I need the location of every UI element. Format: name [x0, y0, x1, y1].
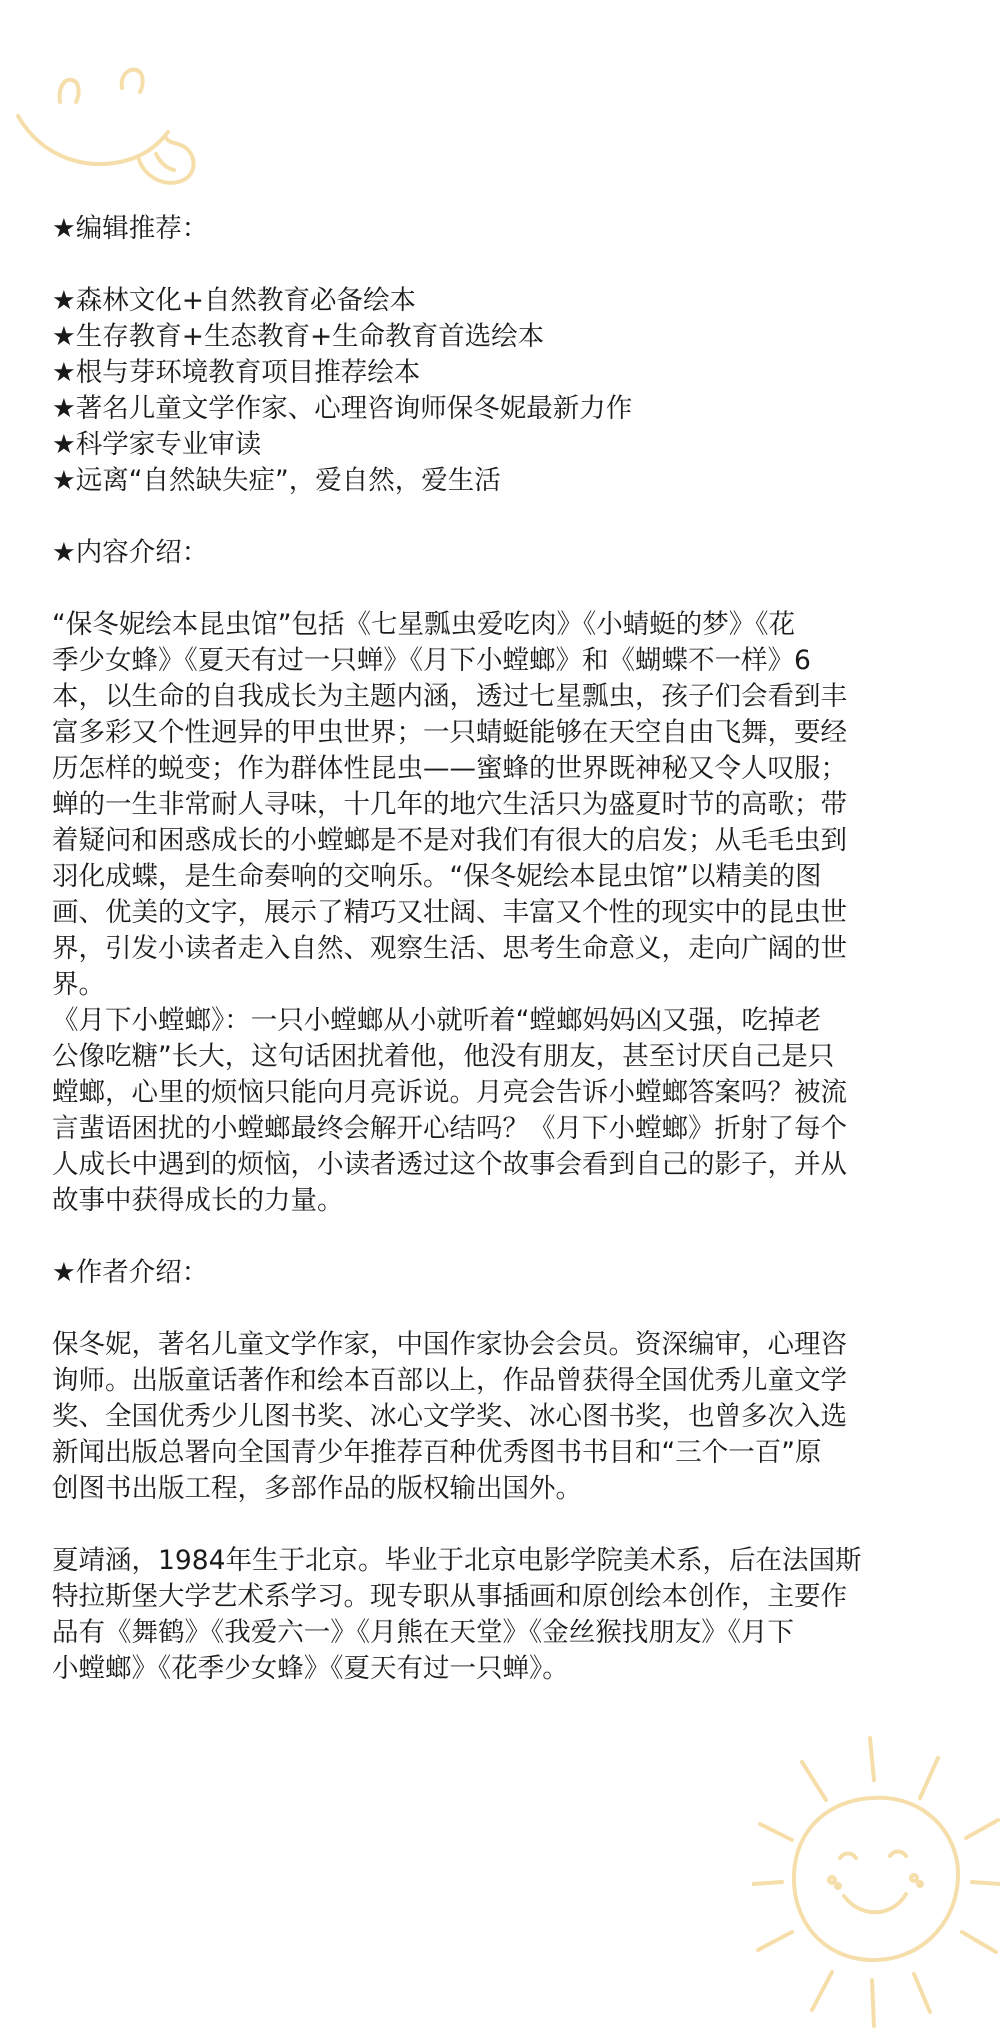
paragraph-line: 螳螂，心里的烦恼只能向月亮诉说。月亮会告诉小螳螂答案吗？被流	[52, 1077, 847, 1108]
paragraph-line: 本，以生命的自我成长为主题内涵，透过七星瓢虫，孩子们会看到丰	[52, 681, 847, 712]
paragraph-line: 蝉的一生非常耐人寻味，十几年的地穴生活只为盛夏时节的高歌；带	[52, 789, 847, 820]
paragraph-line: 保冬妮，著名儿童文学作家，中国作家协会会员。资深编审，心理咨	[52, 1329, 847, 1360]
paragraph-line: 界，引发小读者走入自然、观察生活、思考生命意义，走向广阔的世	[52, 933, 847, 964]
paragraph-line: 奖、全国优秀少儿图书奖、冰心文学奖、冰心图书奖，也曾多次入选	[52, 1401, 847, 1432]
paragraph-line: 着疑问和困惑成长的小螳螂是不是对我们有很大的启发；从毛毛虫到	[52, 825, 847, 856]
paragraph-line: 故事中获得成长的力量。	[52, 1185, 344, 1216]
paragraph-line: 富多彩又个性迥异的甲虫世界；一只蜻蜓能够在天空自由飞舞，要经	[52, 717, 847, 748]
book-intro-paragraph	[52, 1003, 952, 1219]
recommend-item: ★著名儿童文学作家、心理咨询师保冬妮最新力作	[52, 393, 633, 424]
paragraph-line: 画、优美的文字，展示了精巧又壮阔、丰富又个性的现实中的昆虫世	[52, 897, 847, 928]
paragraph-line: 询师。出版童话著作和绘本百部以上，作品曾获得全国优秀儿童文学	[52, 1365, 847, 1396]
content-intro-heading: ★内容介绍：	[52, 537, 209, 568]
paragraph-line: 《月下小螳螂》：一只小螳螂从小就听着“螳螂妈妈凶又强，吃掉老	[52, 1005, 821, 1036]
recommend-item: ★远离“自然缺失症”，爱自然，爱生活	[52, 465, 501, 496]
recommend-item: ★根与芽环境教育项目推荐绘本	[52, 357, 421, 388]
paragraph-line: 羽化成蝶，是生命奏响的交响乐。“保冬妮绘本昆虫馆”以精美的图	[52, 861, 822, 892]
recommend-item: ★生存教育+生态教育+生命教育首选绘本	[52, 321, 545, 352]
paragraph-line: 季少女蜂》《夏天有过一只蝉》《月下小螳螂》和《蝴蝶不一样》6	[52, 645, 811, 676]
paragraph-line: 历怎样的蜕变；作为群体性昆虫——蜜蜂的世界既神秘又令人叹服；	[52, 753, 847, 784]
author-bio-paragraph	[52, 1327, 952, 1507]
sun-face-doodle-icon	[752, 1728, 1000, 2028]
recommend-item: ★森林文化+自然教育必备绘本	[52, 285, 416, 316]
paragraph-line: 品有《舞鹤》《我爱六一》《月熊在天堂》《金丝猴找朋友》《月下	[52, 1617, 794, 1648]
product-description	[52, 211, 952, 1687]
paragraph-line: 特拉斯堡大学艺术系学习。现专职从事插画和原创绘本创作，主要作	[52, 1581, 847, 1612]
editor-recommend-list	[52, 283, 952, 499]
recommend-item: ★科学家专业审读	[52, 429, 262, 460]
illustrator-bio-paragraph	[52, 1543, 952, 1687]
paragraph-line: 夏靖涵，1984年生于北京。毕业于北京电影学院美术系，后在法国斯	[52, 1545, 862, 1576]
editor-recommend-heading: ★编辑推荐：	[52, 213, 209, 244]
series-intro-paragraph	[52, 607, 952, 1003]
paragraph-line: 界。	[52, 969, 105, 1000]
paragraph-line: 新闻出版总署向全国青少年推荐百种优秀图书书目和“三个一百”原	[52, 1437, 822, 1468]
paragraph-line: 创图书出版工程，多部作品的版权输出国外。	[52, 1473, 582, 1504]
paragraph-line: 小螳螂》《花季少女蜂》《夏天有过一只蝉》。	[52, 1653, 569, 1684]
paragraph-line: 公像吃糖”长大，这句话困扰着他，他没有朋友，甚至讨厌自己是只	[52, 1041, 835, 1072]
paragraph-line: 言蜚语困扰的小螳螂最终会解开心结吗？《月下小螳螂》折射了每个	[52, 1113, 847, 1144]
smiley-tongue-doodle-icon	[10, 58, 200, 193]
paragraph-line: 人成长中遇到的烦恼，小读者透过这个故事会看到自己的影子，并从	[52, 1149, 847, 1180]
paragraph-line: “保冬妮绘本昆虫馆”包括《七星瓢虫爱吃肉》《小蜻蜓的梦》《花	[52, 609, 795, 640]
author-intro-heading: ★作者介绍：	[52, 1257, 209, 1288]
